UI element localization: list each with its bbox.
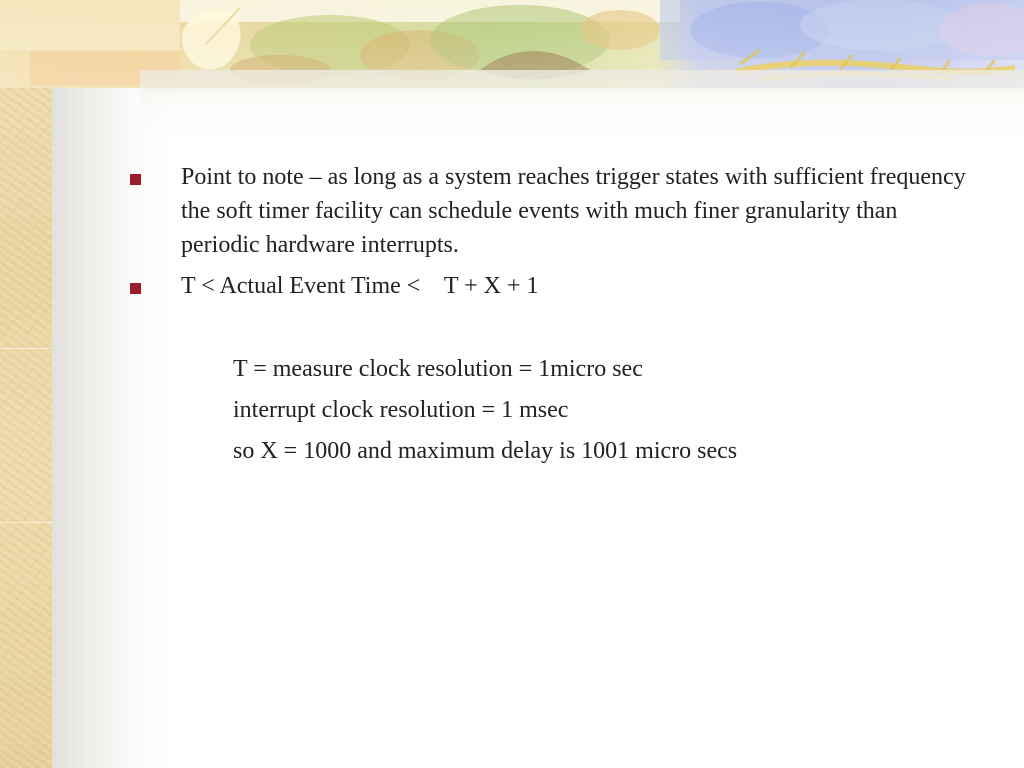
square-bullet-icon	[130, 174, 141, 185]
bullet-text: Point to note – as long as a system reaches trigger states with sufficient frequency the soft timer facility can schedule events with much finer granularity than periodic hardware interrupts.	[181, 164, 966, 258]
sub-line: so X = 1000 and maximum delay is 1001 micro secs	[233, 438, 738, 464]
bullet-text: T < Actual Event Time < T + X + 1	[181, 273, 539, 299]
sub-line: T = measure clock resolution = 1micro sec	[233, 356, 643, 382]
square-bullet-icon	[130, 283, 141, 294]
sub-line: interrupt clock resolution = 1 msec	[233, 397, 569, 423]
